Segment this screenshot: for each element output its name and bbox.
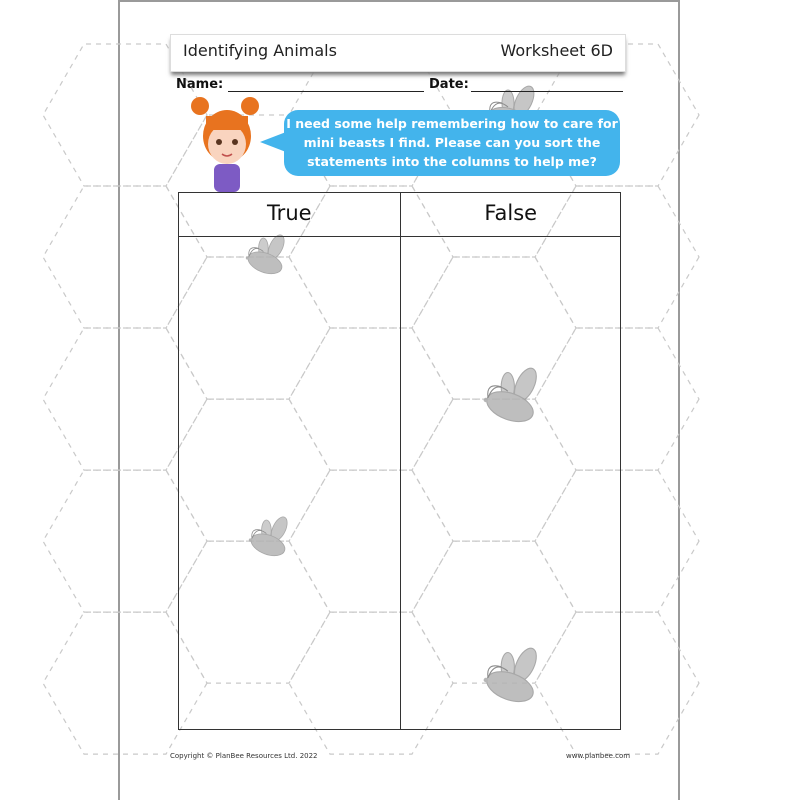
copyright-text: Copyright © PlanBee Resources Ltd. 2022 xyxy=(170,752,318,760)
column-header-true: True xyxy=(266,201,312,225)
column-header-false: False xyxy=(400,193,622,236)
worksheet-title: Identifying Animals xyxy=(183,41,337,60)
title-bar xyxy=(170,34,626,72)
website-text: www.planbee.com xyxy=(566,752,631,760)
name-date-row xyxy=(176,77,626,95)
sorting-table xyxy=(178,192,621,730)
worksheet-number: Worksheet 6D xyxy=(500,41,613,60)
name-label: Name: xyxy=(176,77,224,92)
date-field[interactable] xyxy=(471,91,623,92)
speech-bubble: I need some help remembering how to care for mini beasts I find. Please can you sort the statements into the columns to help me? xyxy=(284,110,620,176)
girl-character-illustration xyxy=(190,94,260,192)
name-field[interactable] xyxy=(228,91,424,92)
false-column xyxy=(400,193,622,729)
date-label: Date: xyxy=(429,77,469,92)
true-column xyxy=(179,193,400,729)
table-header xyxy=(179,193,620,237)
